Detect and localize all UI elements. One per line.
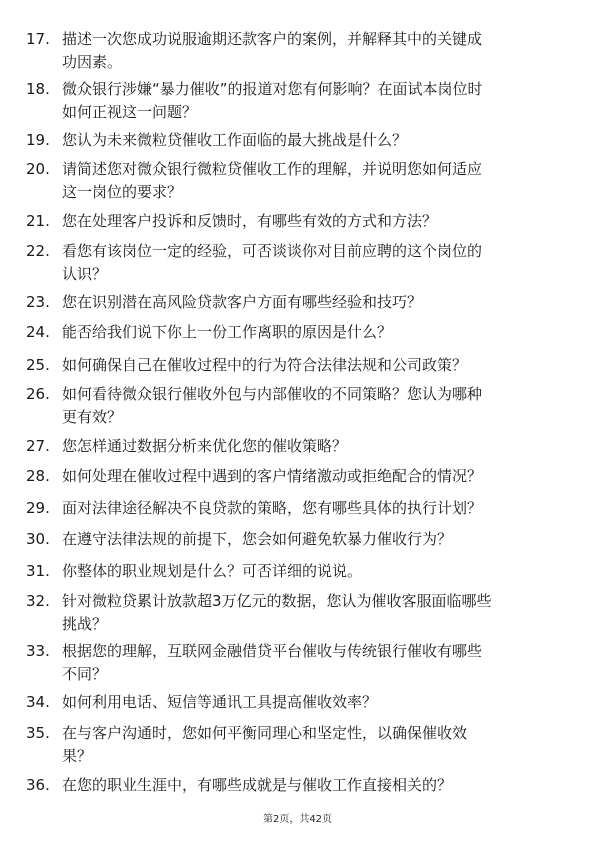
question-line: 在您的职业生涯中，有哪些成就是与催收工作直接相关的？ (62, 776, 453, 794)
question-text (62, 321, 572, 344)
question-line: 在与客户沟通时，您如何平衡同理心和坚定性，以确保催收效 (62, 724, 468, 742)
question-text (62, 354, 572, 377)
question-number: 17. (26, 30, 50, 48)
question-line: 如何确保自己在催收过程中的行为符合法律法规和公司政策？ (62, 356, 468, 374)
question-number: 20. (26, 160, 50, 178)
question-text (62, 640, 572, 686)
page-number: 第2页，共42页 (262, 814, 333, 825)
question-number: 22. (26, 242, 50, 260)
question-line: 根据您的理解，互联网金融借贷平台催收与传统银行催收有哪些 (62, 642, 483, 660)
question-line: 微众银行涉嫌“暴力催收”的报道对您有何影响？在面试本岗位时 (62, 80, 483, 98)
question-line: 挑战？ (62, 615, 108, 633)
question-line: 您在处理客户投诉和反馈时，有哪些有效的方式和方法？ (62, 212, 438, 230)
question-line: 如何看待微众银行催收外包与内部催收的不同策略？您认为哪种 (62, 385, 483, 403)
question-number: 30. (26, 530, 50, 548)
question-line: 更有效？ (62, 408, 123, 426)
question-number: 26. (26, 385, 50, 403)
question-text (62, 291, 572, 314)
question-number: 19. (26, 131, 50, 149)
question-text (62, 528, 572, 551)
question-text (62, 774, 572, 797)
question-line: 能否给我们说下你上一份工作离职的原因是什么？ (62, 323, 393, 341)
question-text (62, 590, 572, 636)
question-text (62, 465, 572, 488)
question-number: 21. (26, 212, 50, 230)
question-text (62, 691, 572, 714)
question-number: 24. (26, 323, 50, 341)
question-text (62, 129, 572, 152)
question-line: 果？ (62, 747, 93, 765)
question-text (62, 722, 572, 768)
question-line: 面对法律途径解决不良贷款的策略，您有哪些具体的执行计划？ (62, 499, 483, 517)
question-text (62, 240, 572, 286)
question-number: 31. (26, 562, 50, 580)
question-line: 您认为未来微粒贷催收工作面临的最大挑战是什么？ (62, 131, 408, 149)
question-text (62, 435, 572, 458)
question-line: 你整体的职业规划是什么？可否详细的说说。 (62, 562, 363, 580)
question-number: 18. (26, 80, 50, 98)
question-line: 功因素。 (62, 53, 123, 71)
question-line: 认识？ (62, 265, 108, 283)
question-number: 34. (26, 693, 50, 711)
question-number: 36. (26, 776, 50, 794)
question-line: 描述一次您成功说服逾期还款客户的案例，并解释其中的关键成 (62, 30, 483, 48)
question-number: 23. (26, 293, 50, 311)
question-line: 不同？ (62, 665, 108, 683)
question-line: 在遵守法律法规的前提下，您会如何避免软暴力催收行为？ (62, 530, 453, 548)
question-line: 针对微粒贷累计放款超3万亿元的数据，您认为催收客服面临哪些 (62, 592, 492, 610)
question-text (62, 28, 572, 74)
question-text (62, 210, 572, 233)
question-line: 如何正视这一问题？ (62, 103, 198, 121)
question-number: 29. (26, 499, 50, 517)
question-text (62, 158, 572, 204)
question-text (62, 560, 572, 583)
question-line: 这一岗位的要求？ (62, 183, 183, 201)
question-line: 如何利用电话、短信等通讯工具提高催收效率？ (62, 693, 378, 711)
question-text (62, 497, 572, 520)
question-number: 28. (26, 467, 50, 485)
question-line: 您怎样通过数据分析来优化您的催收策略？ (62, 437, 348, 455)
question-line: 您在识别潜在高风险贷款客户方面有哪些经验和技巧？ (62, 293, 423, 311)
question-text (62, 383, 572, 429)
question-number: 32. (26, 592, 50, 610)
question-line: 如何处理在催收过程中遇到的客户情绪激动或拒绝配合的情况？ (62, 467, 483, 485)
question-line: 请简述您对微众银行微粒贷催收工作的理解，并说明您如何适应 (62, 160, 483, 178)
question-number: 27. (26, 437, 50, 455)
question-line: 看您有该岗位一定的经验，可否谈谈你对目前应聘的这个岗位的 (62, 242, 483, 260)
question-number: 33. (26, 642, 50, 660)
question-number: 35. (26, 724, 50, 742)
question-number: 25. (26, 356, 50, 374)
question-text (62, 78, 572, 124)
